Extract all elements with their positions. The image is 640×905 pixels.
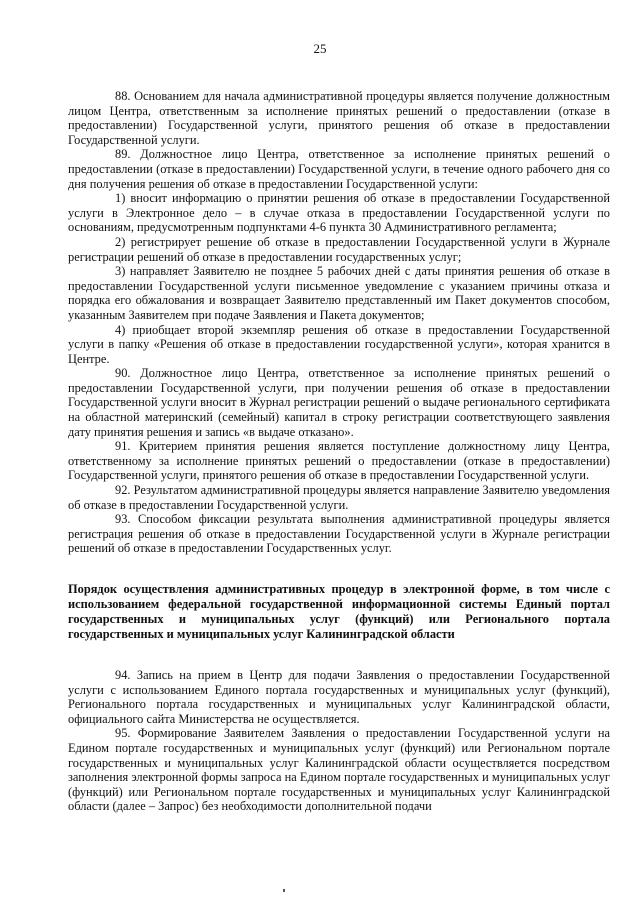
paragraph-92: 92. Результатом административной процедуры является направление Заявителю уведомления об отказе в предоставлении Государственной услуги. <box>68 483 610 512</box>
scan-mark <box>283 889 285 892</box>
paragraph-89-item-2: 2) регистрирует решение об отказе в предоставлении Государственной услуги в Журнале регистрации решений об отказе в предоставлении государственных услуг; <box>68 234 610 264</box>
paragraph-88: 88. Основанием для начала административной процедуры является получение должностным лицом Центра, ответственным за исполнение принятых решений о предоставлении (отказе в предоставлении) Государственной услуги, принятого решения об отказе в предоставлении Государственной услуги. <box>68 89 610 147</box>
paragraph-93: 93. Способом фиксации результата выполнения административной процедуры является регистрация решения об отказе в предоставлении Государственной услуги в Журнале регистрации решений об отказе в предоставлении Государственных услуг. <box>68 512 610 556</box>
paragraph-95: 95. Формирование Заявителем Заявления о предоставлении Государственной услуги на Едином портале государственных и муниципальных услуг (функций) или Региональном портале государственных и муниципальных услуг Калининградской области осуществляется посредством заполнения электронной формы запроса на Едином портале государственных и муниципальных услуг (функций) или Региональном портале государственных и муниципальных услуг Калининградской области (далее – Запрос) без необходимости дополнительной подачи <box>68 726 610 814</box>
document-body <box>68 89 610 814</box>
paragraph-89: 89. Должностное лицо Центра, ответственное за исполнение принятых решений о предоставлении (отказе в предоставлении) Государственной услуги, в течение одного рабочего дня со дня получения решения об отказе в предоставлении Государственной услуги: <box>68 147 610 191</box>
section-heading: Порядок осуществления административных процедур в электронной форме, в том числе с использованием федеральной государственной информационной системы Единый портал государственных и муниципальных услуг (функций) или Регионального портала государственных и муниципальных услуг Калининградской области <box>68 582 610 641</box>
paragraph-89-item-1: 1) вносит информацию о принятии решения об отказе в предоставлении Государственной услуги в Электронное дело – в случае отказа в предоставлении Государственной услуги по основаниям, предусмотренным подпунктами 4-6 пункта 30 Административного регламента; <box>68 191 610 235</box>
paragraph-90: 90. Должностное лицо Центра, ответственное за исполнение принятых решений о предоставлении Государственной услуги, при получении решения об отказе в предоставлении Государственной услуги вносит в Журнал регистрации решений о выдаче регионального сертификата на областной материнский (семейный) капитал в строку регистрации соответствующего заявления дату принятия решения и запись «в выдаче отказано». <box>68 366 610 439</box>
page-number: 25 <box>313 41 327 56</box>
paragraph-89-item-3: 3) направляет Заявителю не позднее 5 рабочих дней с даты принятия решения об отказе в предоставлении Государственной услуги письменное уведомление с указанием причины отказа и порядка его обжалования и возвращает Заявителю представленный им Пакет документов способом, указанным Заявителем при подаче Заявления и Пакета документов; <box>68 264 610 322</box>
paragraph-89-item-4: 4) приобщает второй экземпляр решения об отказе в предоставлении Государственной услуги в папку «Решения об отказе в предоставлении государственной услуги», которая хранится в Центре. <box>68 322 610 366</box>
paragraph-91: 91. Критерием принятия решения является поступление должностному лицу Центра, ответственному за исполнение принятых решений о предоставлении (отказе в предоставлении) Государственной услуги, принятого решения об отказе в предоставлении Государственной услуги. <box>68 439 610 483</box>
paragraph-94: 94. Запись на прием в Центр для подачи Заявления о предоставлении Государственной услуги с использованием Единого портала государственных и муниципальных услуг (функций), Регионального портала государственных и муниципальных услуг Калининградской области, официального сайта Министерства не осуществляется. <box>68 668 610 726</box>
